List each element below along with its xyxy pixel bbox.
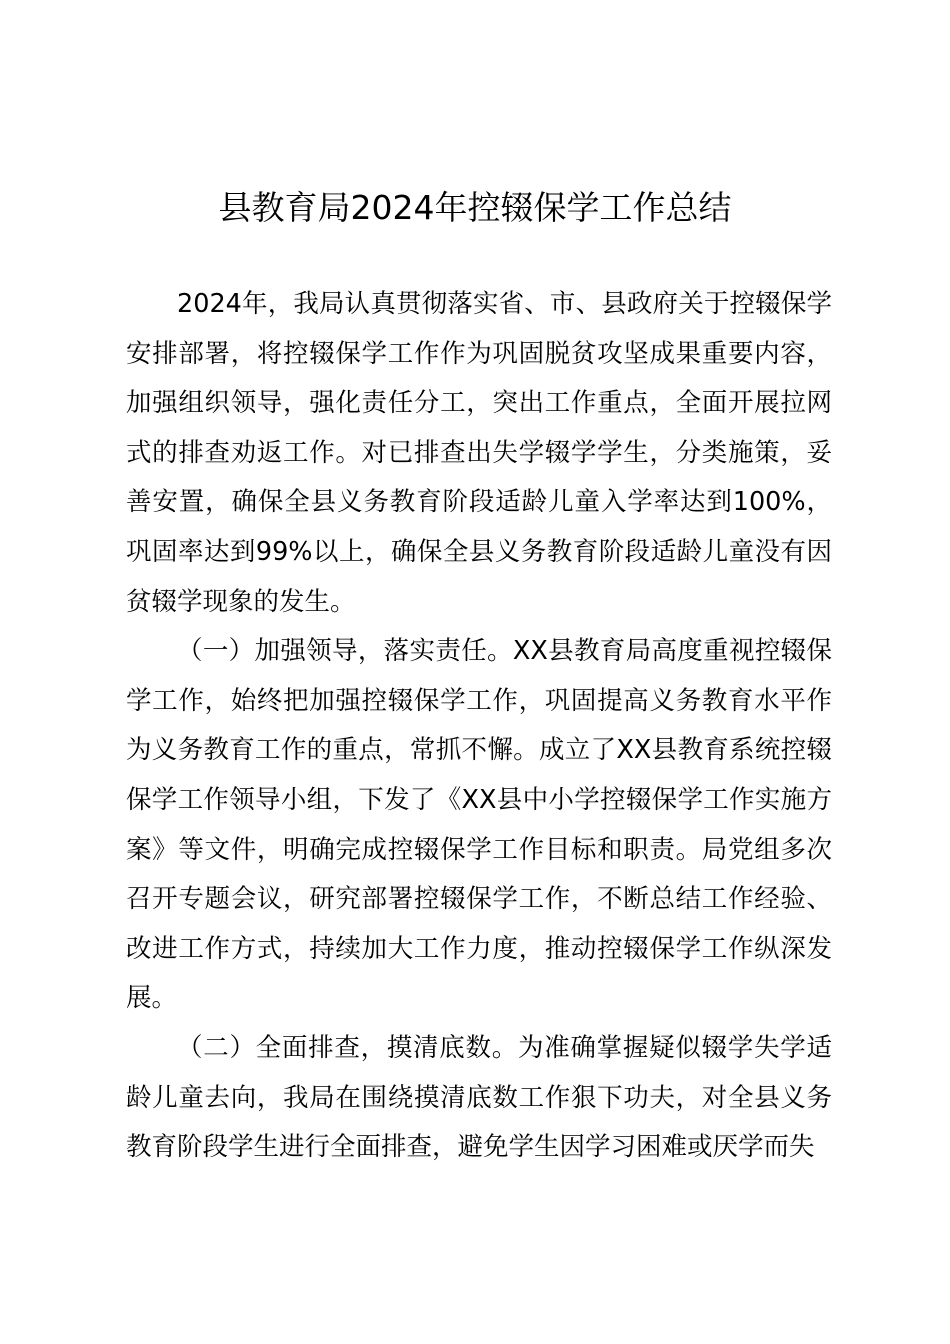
paragraph-section-1: （一）加强领导，落实责任。XX县教育局高度重视控辍保学工作，始终把加强控辍保学工作，巩固提高义务教育水平作为义务教育工作的重点，常抓不懈。成立了XX县教育系统控辍保学工作领导小组，下发了《XX县中小学控辍保学工作实施方案》等文件，明确完成控辍保学工作目标和职责。局党组多次召开专题会议，研究部署控辍保学工作，不断总结工作经验、改进工作方式，持续加大工作力度，推动控辍保学工作纵深发展。: [126, 636, 832, 1014]
document-body: [126, 280, 832, 1173]
paragraph-section-2: （二）全面排查，摸清底数。为准确掌握疑似辍学失学适龄儿童去向，我局在围绕摸清底数工作狠下功夫，对全县义务教育阶段学生进行全面排查，避免学生因学习困难或厌学而失: [126, 1032, 832, 1163]
document-title: 县教育局2024年控辍保学工作总结: [218, 188, 732, 227]
paragraph-intro: 2024年，我局认真贯彻落实省、市、县政府关于控辍保学安排部署，将控辍保学工作作为巩固脱贫攻坚成果重要内容，加强组织领导，强化责任分工，突出工作重点，全面开展拉网式的排查劝返工作。对已排查出失学辍学学生，分类施策，妥善安置，确保全县义务教育阶段适龄儿童入学率达到100%，巩固率达到99%以上，确保全县义务教育阶段适龄儿童没有因贫辍学现象的发生。: [126, 289, 832, 617]
